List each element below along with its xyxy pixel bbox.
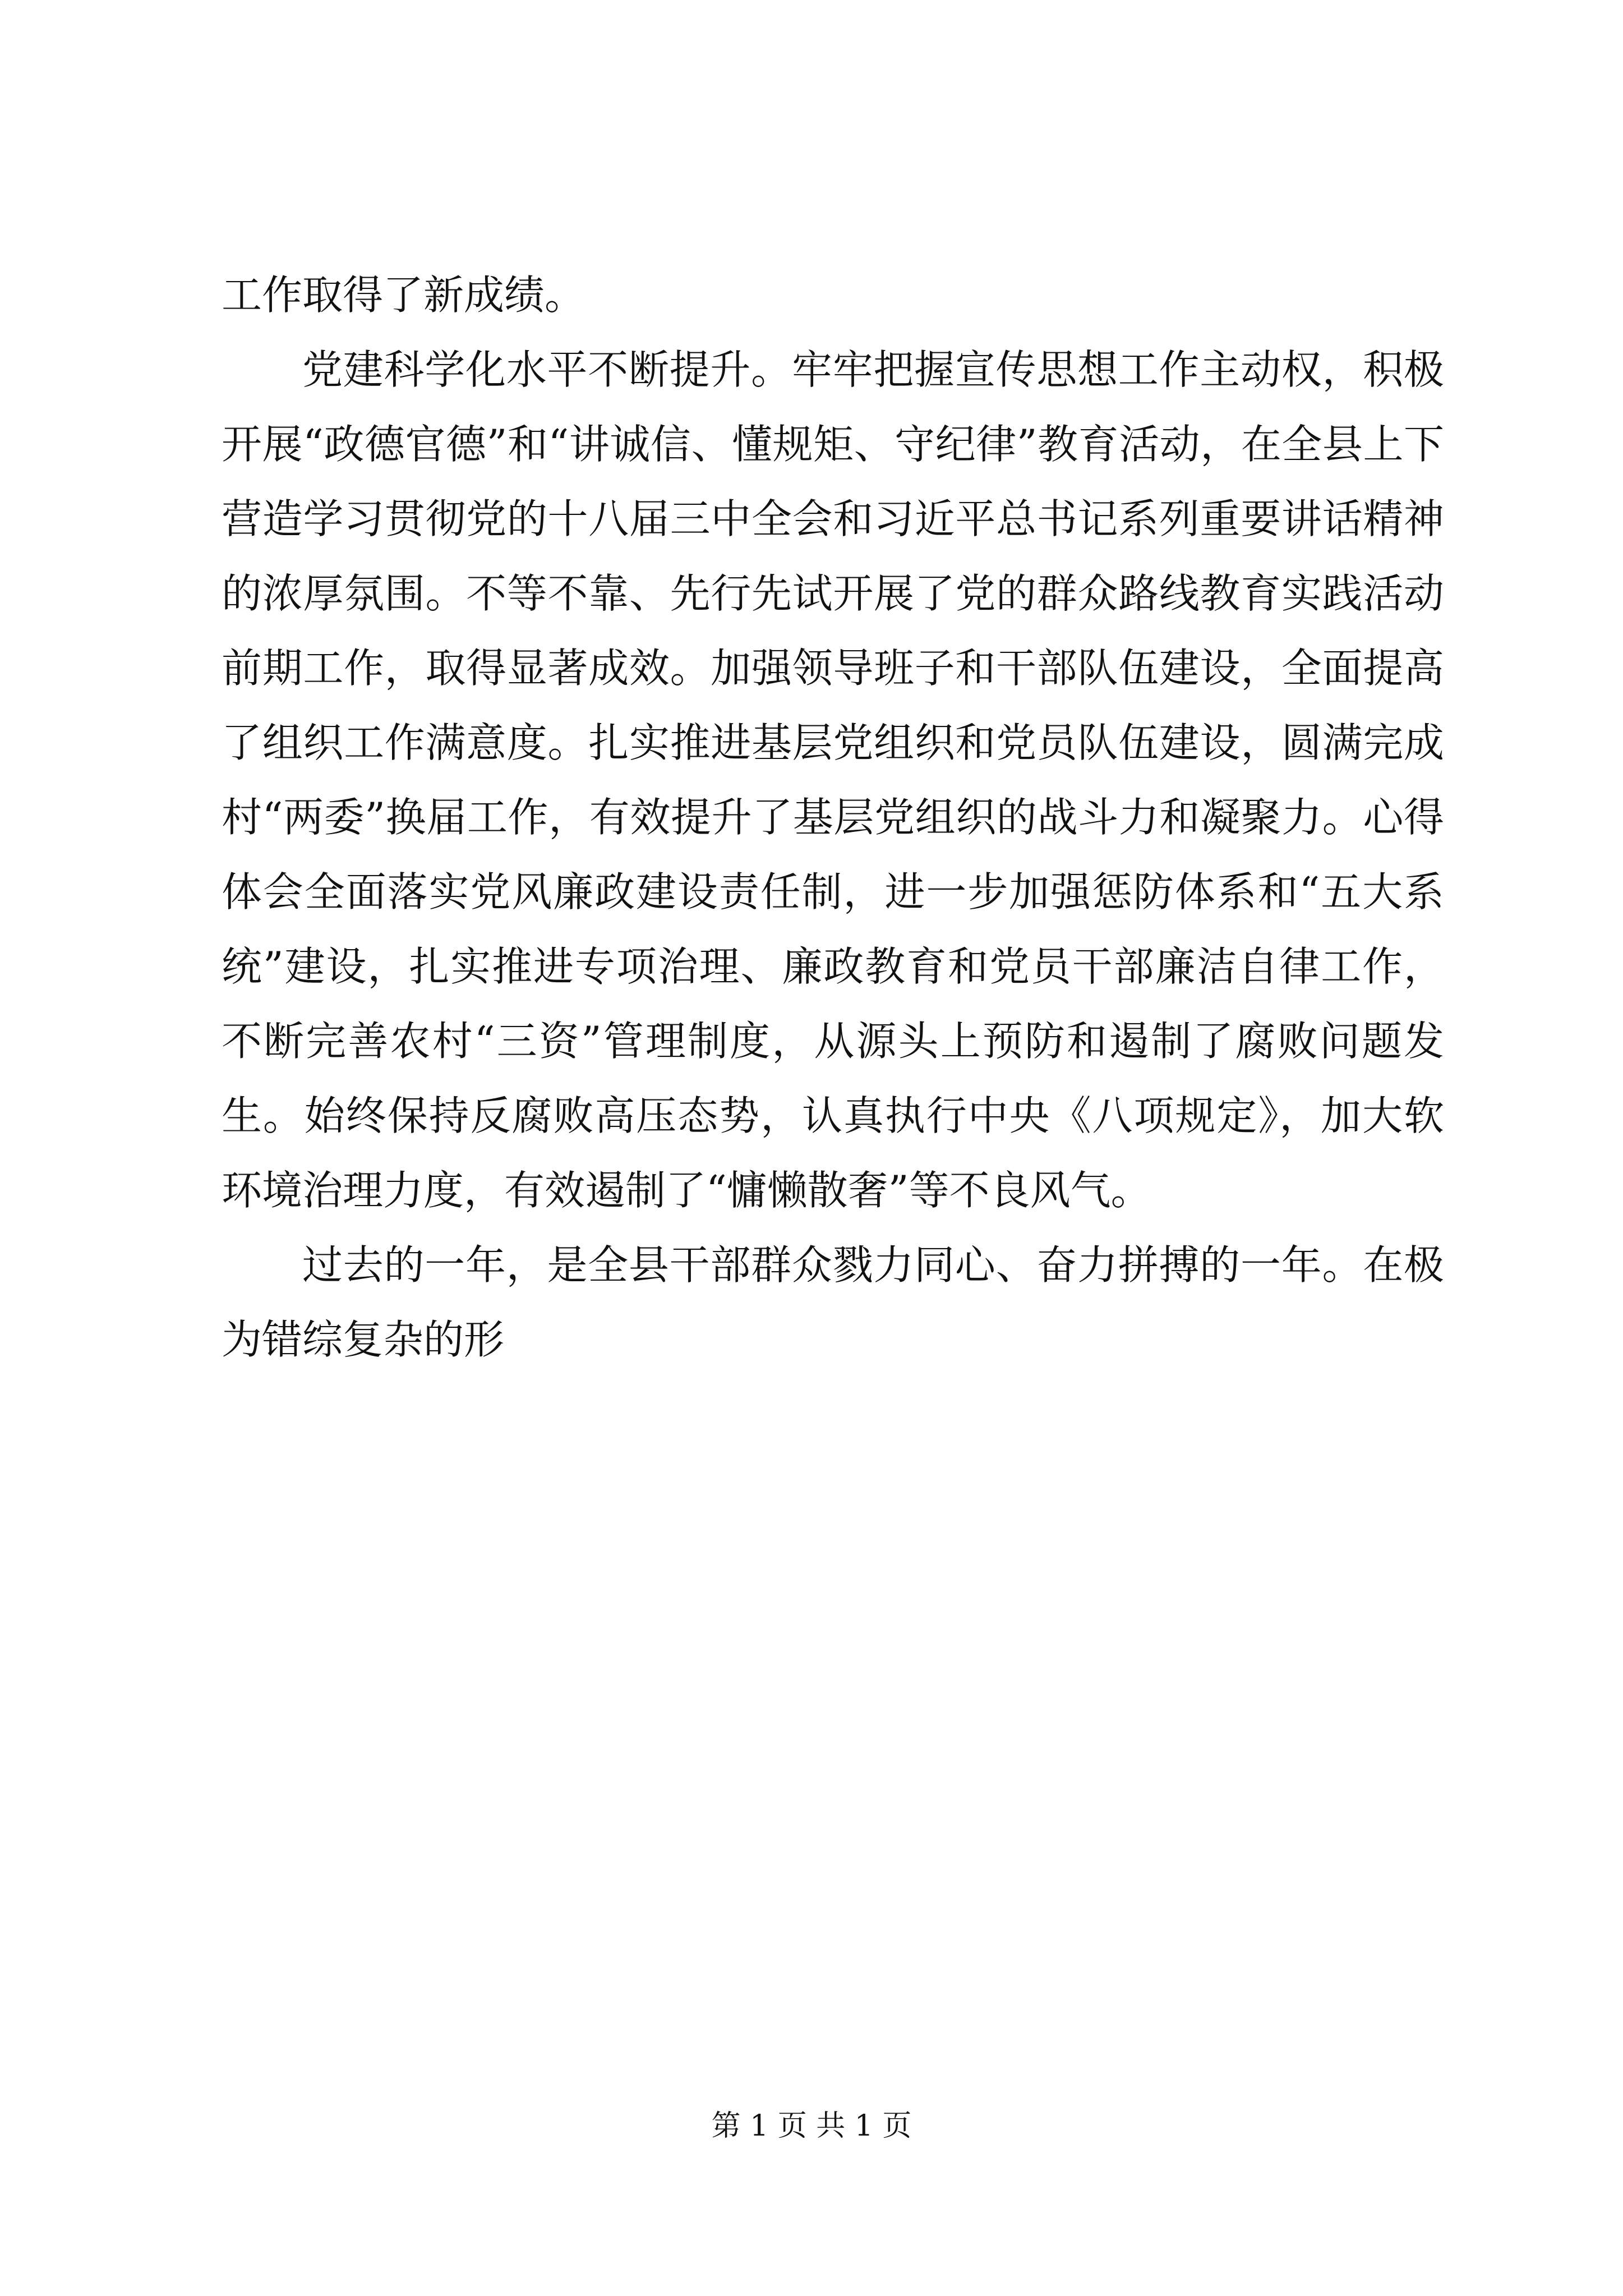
paragraph-3: 过去的一年，是全县干部群众戮力同心、奋力拼搏的一年。在极为错综复杂的形 xyxy=(222,1241,1444,1363)
document-body xyxy=(222,258,1444,1377)
paragraph-2: 党建科学化水平不断提升。牢牢把握宣传思想工作主动权，积极开展“政德官德”和“讲诚信、懂规矩、守纪律”教育活动，在全县上下营造学习贯彻党的十八届三中全会和习近平总书记系列重要讲话精神的浓厚氛围。不等不靠、先行先试开展了党的群众路线教育实践活动前期工作，取得显著成效。加强领导班子和干部队伍建设，全面提高了组织工作满意度。扎实推进基层党组织和党员队伍建设，圆满完成村“两委”换届工作，有效提升了基层党组织的战斗力和凝聚力。心得体会全面落实党风廉政建设责任制，进一步加强惩防体系和“五大系统”建设，扎实推进专项治理、廉政教育和党员干部廉洁自律工作，不断完善农村“三资”管理制度，从源头上预防和遏制了腐败问题发生。始终保持反腐败高压态势，认真执行中央《八项规定》，加大软环境治理力度，有效遏制了“慵懒散奢”等不良风气。 xyxy=(222,346,1444,1214)
page-footer: 第 1 页 共 1 页 xyxy=(711,2109,912,2143)
paragraph-1: 工作取得了新成绩。 xyxy=(222,272,585,319)
